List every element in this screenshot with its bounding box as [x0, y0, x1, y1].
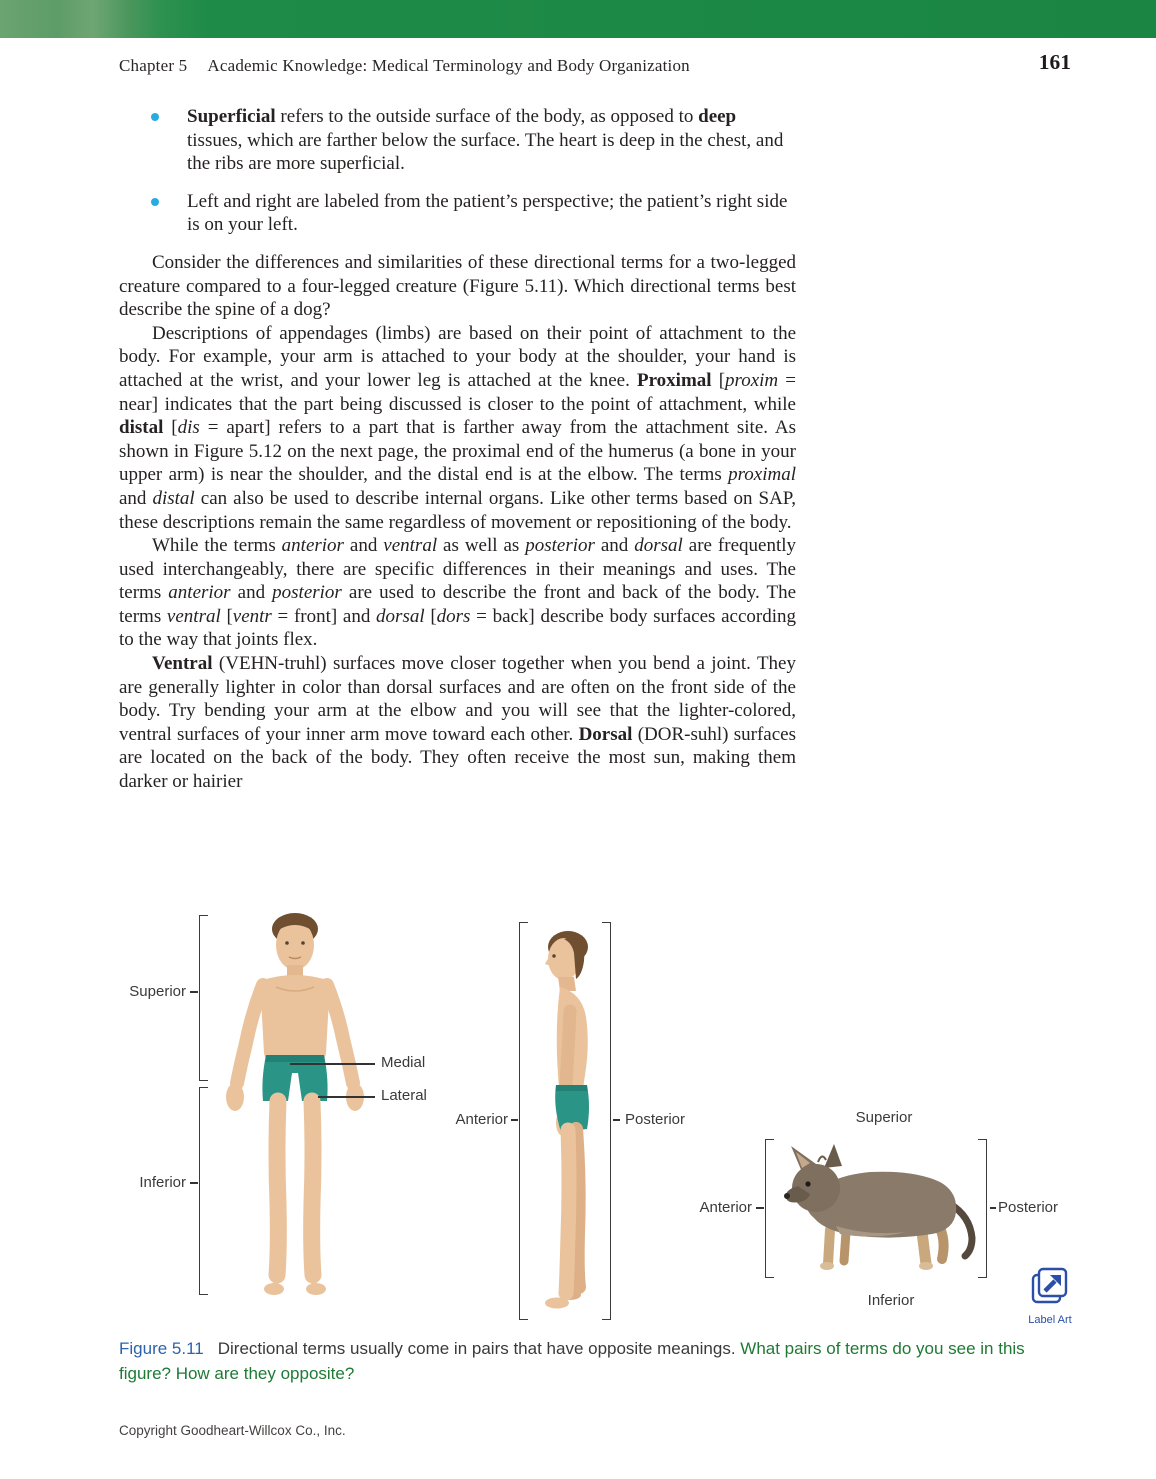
body-paragraph: While the terms anterior and ventral as well as posterior and dorsal are frequently used interchangeably, there are specific differences in their meanings and uses. The terms anterior and posterior are used to describe the front and back of the body. The terms ventral [ventr = front] and dorsal [dors = back] describe body surfaces according to the way that joints flex.	[119, 535, 797, 651]
running-head	[119, 56, 690, 76]
bullet-item-left-right	[119, 190, 796, 237]
dog-anterior-leader-line	[756, 1207, 764, 1209]
bullet-text: Superficial refers to the outside surface of the body, as opposed to deep tissues, which are farther below the surface. The heart is deep in the chest, and the ribs are more superficial.	[187, 106, 784, 175]
label-art-icon	[1029, 1266, 1071, 1308]
bullet-dot-icon	[151, 198, 159, 206]
medial-leader-line	[290, 1063, 375, 1065]
body-paragraph: Descriptions of appendages (limbs) are based on their point of attachment to the body. For example, your arm is attached to your body at the shoulder, your hand is attached at the wrist, and your lower leg is attached at the knee. Proximal [proxim = near] indicates that the part being discussed is closer to the point of attachment, while distal [dis = apart] refers to a part that is farther away from the attachment site. As shown in Figure 5.12 on the next page, the proximal end of the humerus (a bone in your upper arm) is near the shoulder, and the distal end is at the elbow. The terms proximal and distal can also be used to describe internal organs. Like other terms based on SAP, these descriptions remain the same regardless of movement or repositioning of the body.	[119, 322, 797, 533]
front-superior-label: Superior	[129, 983, 186, 1000]
figure-caption-text: Directional terms usually come in pairs that have opposite meanings.	[217, 1339, 741, 1358]
label-art-label: Label Art	[1028, 1314, 1072, 1326]
dog-left-bracket	[765, 1139, 774, 1278]
dog-superior-label: Superior	[855, 1109, 913, 1126]
body-paragraph: Consider the differences and similarities of these directional terms for a two-legged creature compared to a four-legged creature (Figure 5.11). Which directional terms best describe the spine of a dog?	[119, 251, 796, 321]
front-inferior-leader-line	[190, 1182, 198, 1184]
body-paragraph: Ventral (VEHN-truhl) surfaces move closer together when you bend a joint. They are generally lighter in color than dorsal surfaces and are often on the front side of the body. Try bending your arm at the elbow and you will see that the lighter-colored, ventral surfaces of your inner arm move toward each other. Dorsal (DOR-suhl) surfaces are located on the back of the body. They often receive the most sun, making them darker or hairier	[119, 653, 796, 793]
chapter-label: Chapter 5	[119, 56, 188, 75]
side-posterior-leader-line	[613, 1119, 620, 1121]
figure-caption-question: What pairs of terms do you see in this figure? How are they opposite?	[119, 1339, 1025, 1383]
side-anterior-leader-line	[511, 1119, 518, 1121]
paragraph-block	[119, 251, 796, 794]
medial-label: Medial	[381, 1054, 426, 1071]
side-posterior-label: Posterior	[625, 1111, 686, 1128]
label-art-button[interactable]	[1020, 1266, 1080, 1326]
page-number: 161	[1038, 50, 1071, 74]
front-body-illustration	[208, 903, 382, 1321]
lateral-label: Lateral	[381, 1087, 427, 1104]
body-text-column	[119, 105, 796, 794]
page-top-banner	[0, 0, 1156, 38]
bullet-text: Left and right are labeled from the patient’s perspective; the patient’s right side is on your left.	[187, 190, 788, 236]
side-body-illustration	[524, 923, 604, 1319]
dog-illustration	[774, 1142, 980, 1274]
bullet-dot-icon	[151, 113, 159, 121]
dog-anterior-label: Anterior	[699, 1199, 752, 1216]
side-right-bracket	[602, 922, 611, 1320]
front-superior-bracket	[199, 915, 208, 1081]
figure-number: Figure 5.11	[119, 1339, 204, 1358]
bullet-item-superficial	[119, 105, 796, 176]
dog-posterior-leader-line	[990, 1207, 996, 1209]
side-left-bracket	[519, 922, 528, 1320]
dog-right-bracket	[978, 1139, 987, 1278]
bullet-list	[119, 105, 796, 237]
dog-inferior-label: Inferior	[867, 1292, 915, 1309]
front-inferior-label: Inferior	[139, 1174, 186, 1191]
chapter-title: Academic Knowledge: Medical Terminology and Body Organization	[207, 56, 690, 75]
figure-caption	[119, 1336, 1073, 1386]
lateral-leader-line	[318, 1096, 375, 1098]
copyright-line: Copyright Goodheart-Willcox Co., Inc.	[119, 1423, 346, 1438]
front-superior-leader-line	[190, 991, 198, 993]
side-anterior-label: Anterior	[455, 1111, 508, 1128]
front-inferior-bracket	[199, 1087, 208, 1295]
dog-posterior-label: Posterior	[998, 1199, 1059, 1216]
